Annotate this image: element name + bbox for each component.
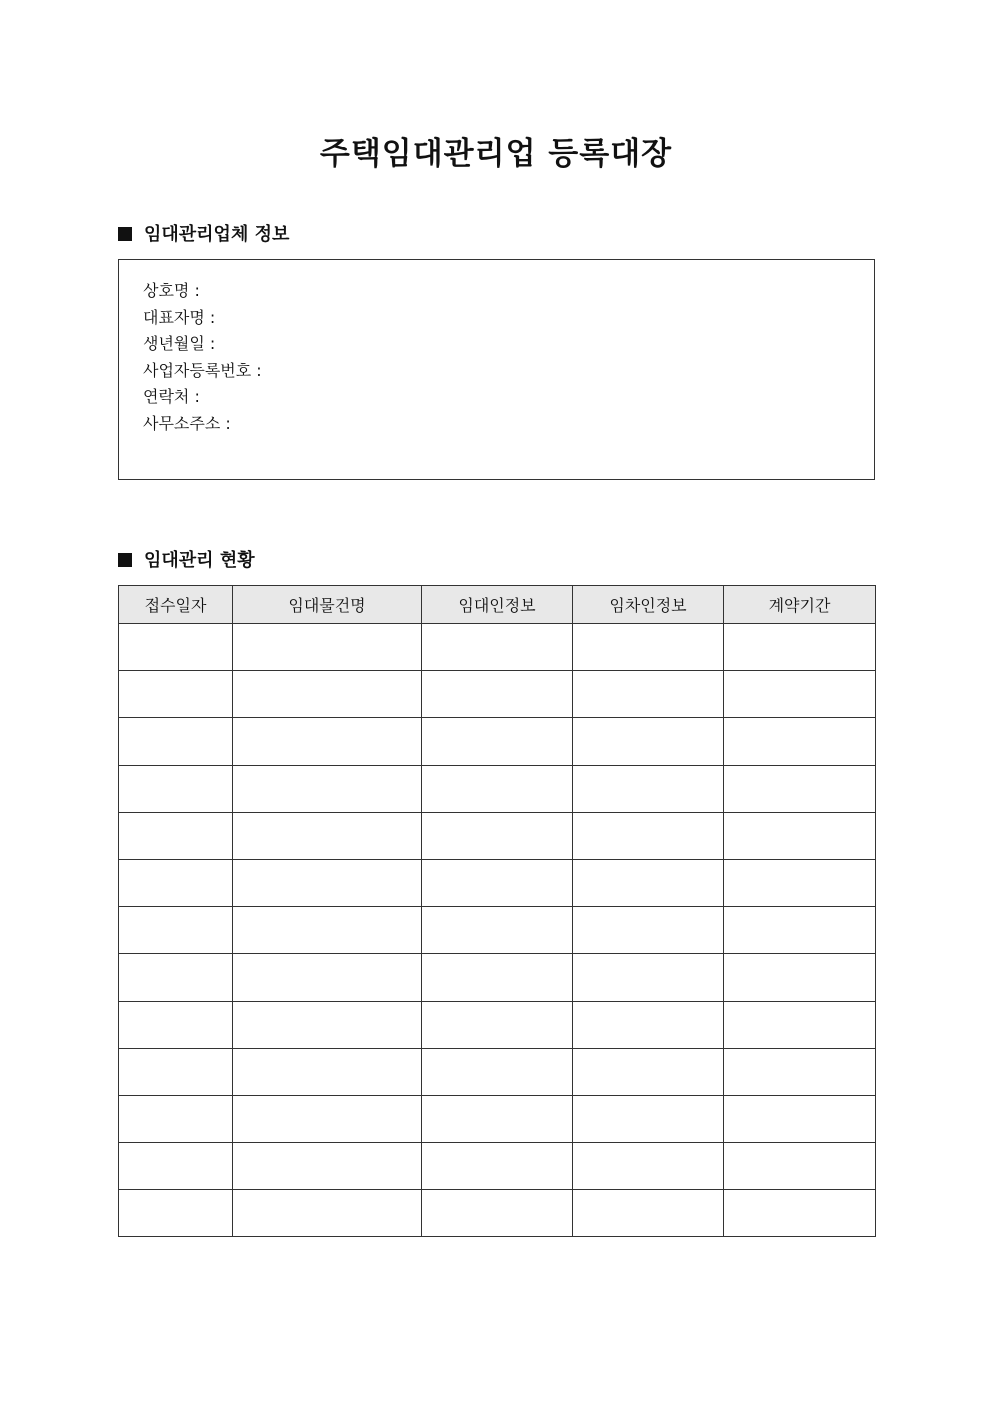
table-row	[119, 765, 876, 812]
table-cell[interactable]	[233, 1143, 422, 1190]
page-title: 주택임대관리업 등록대장	[319, 136, 673, 172]
table-cell[interactable]	[119, 1190, 233, 1237]
table-cell[interactable]	[422, 1001, 573, 1048]
registry-table	[118, 585, 876, 1237]
table-cell[interactable]	[119, 1143, 233, 1190]
table-cell[interactable]	[233, 624, 422, 671]
table-cell[interactable]	[724, 1001, 876, 1048]
table-cell[interactable]	[573, 1190, 724, 1237]
table-cell[interactable]	[422, 1095, 573, 1142]
table-cell[interactable]	[233, 954, 422, 1001]
table-cell[interactable]	[422, 765, 573, 812]
table-row	[119, 907, 876, 954]
table-cell[interactable]	[422, 812, 573, 859]
table-cell[interactable]	[724, 671, 876, 718]
table-row	[119, 718, 876, 765]
table-cell[interactable]	[119, 624, 233, 671]
table-row	[119, 671, 876, 718]
table-row	[119, 1095, 876, 1142]
table-row	[119, 954, 876, 1001]
column-header-property-name: 임대물건명	[233, 586, 422, 624]
table-cell[interactable]	[119, 1048, 233, 1095]
table-cell[interactable]	[724, 718, 876, 765]
table-cell[interactable]	[233, 1048, 422, 1095]
table-cell[interactable]	[119, 812, 233, 859]
table-row	[119, 1143, 876, 1190]
table-cell[interactable]	[422, 954, 573, 1001]
table-cell[interactable]	[724, 812, 876, 859]
field-birth-date: 생년월일 :	[143, 334, 216, 354]
table-cell[interactable]	[724, 1095, 876, 1142]
field-office-address: 사무소주소 :	[143, 413, 231, 433]
section-heading-status	[118, 548, 255, 574]
table-row	[119, 859, 876, 906]
table-cell[interactable]	[233, 1190, 422, 1237]
table-cell[interactable]	[573, 907, 724, 954]
table-cell[interactable]	[573, 1095, 724, 1142]
column-header-lessee-info: 임차인정보	[573, 586, 724, 624]
table-cell[interactable]	[233, 718, 422, 765]
column-header-contract-period: 계약기간	[724, 586, 876, 624]
table-cell[interactable]	[119, 671, 233, 718]
table-cell[interactable]	[233, 812, 422, 859]
table-cell[interactable]	[724, 954, 876, 1001]
table-header-row	[119, 586, 876, 624]
table-row	[119, 812, 876, 859]
table-row	[119, 1001, 876, 1048]
table-row	[119, 1190, 876, 1237]
section-heading-company-label: 임대관리업체 정보	[144, 224, 290, 245]
table-cell[interactable]	[573, 812, 724, 859]
field-business-registration-number: 사업자등록번호 :	[143, 360, 262, 380]
table-cell[interactable]	[119, 859, 233, 906]
table-cell[interactable]	[724, 859, 876, 906]
table-cell[interactable]	[573, 1143, 724, 1190]
company-info-list	[143, 278, 262, 438]
table-cell[interactable]	[119, 1001, 233, 1048]
section-heading-status-label: 임대관리 현황	[144, 550, 255, 571]
table-cell[interactable]	[233, 859, 422, 906]
table-cell[interactable]	[119, 954, 233, 1001]
table-cell[interactable]	[233, 907, 422, 954]
table-cell[interactable]	[119, 765, 233, 812]
table-row	[119, 624, 876, 671]
table-cell[interactable]	[422, 859, 573, 906]
table-cell[interactable]	[573, 954, 724, 1001]
table-cell[interactable]	[724, 1048, 876, 1095]
table-cell[interactable]	[233, 1095, 422, 1142]
square-bullet-icon	[118, 553, 132, 567]
table-cell[interactable]	[422, 624, 573, 671]
table-cell[interactable]	[573, 859, 724, 906]
table-cell[interactable]	[573, 765, 724, 812]
table-cell[interactable]	[422, 1048, 573, 1095]
table-cell[interactable]	[724, 1143, 876, 1190]
section-heading-company	[118, 222, 289, 248]
field-business-name: 상호명 :	[143, 281, 200, 300]
field-contact: 연락처 :	[143, 387, 200, 407]
table-cell[interactable]	[573, 718, 724, 765]
table-cell[interactable]	[119, 907, 233, 954]
table-cell[interactable]	[724, 1190, 876, 1237]
column-header-receipt-date: 접수일자	[119, 586, 233, 624]
table-cell[interactable]	[422, 1143, 573, 1190]
table-cell[interactable]	[724, 765, 876, 812]
table-cell[interactable]	[422, 671, 573, 718]
column-header-lessor-info: 임대인정보	[422, 586, 573, 624]
table-cell[interactable]	[233, 671, 422, 718]
table-cell[interactable]	[573, 1048, 724, 1095]
table-cell[interactable]	[119, 718, 233, 765]
square-bullet-icon	[118, 227, 132, 241]
table-cell[interactable]	[233, 1001, 422, 1048]
company-info-box	[118, 259, 875, 480]
table-cell[interactable]	[724, 907, 876, 954]
field-representative: 대표자명 :	[143, 307, 216, 327]
table-cell[interactable]	[119, 1095, 233, 1142]
table-cell[interactable]	[422, 1190, 573, 1237]
table-cell[interactable]	[573, 1001, 724, 1048]
table-cell[interactable]	[422, 718, 573, 765]
table-cell[interactable]	[573, 671, 724, 718]
registry-table-body	[119, 624, 876, 1237]
table-cell[interactable]	[724, 624, 876, 671]
table-row	[119, 1048, 876, 1095]
table-cell[interactable]	[422, 907, 573, 954]
table-cell[interactable]	[233, 765, 422, 812]
table-cell[interactable]	[573, 624, 724, 671]
